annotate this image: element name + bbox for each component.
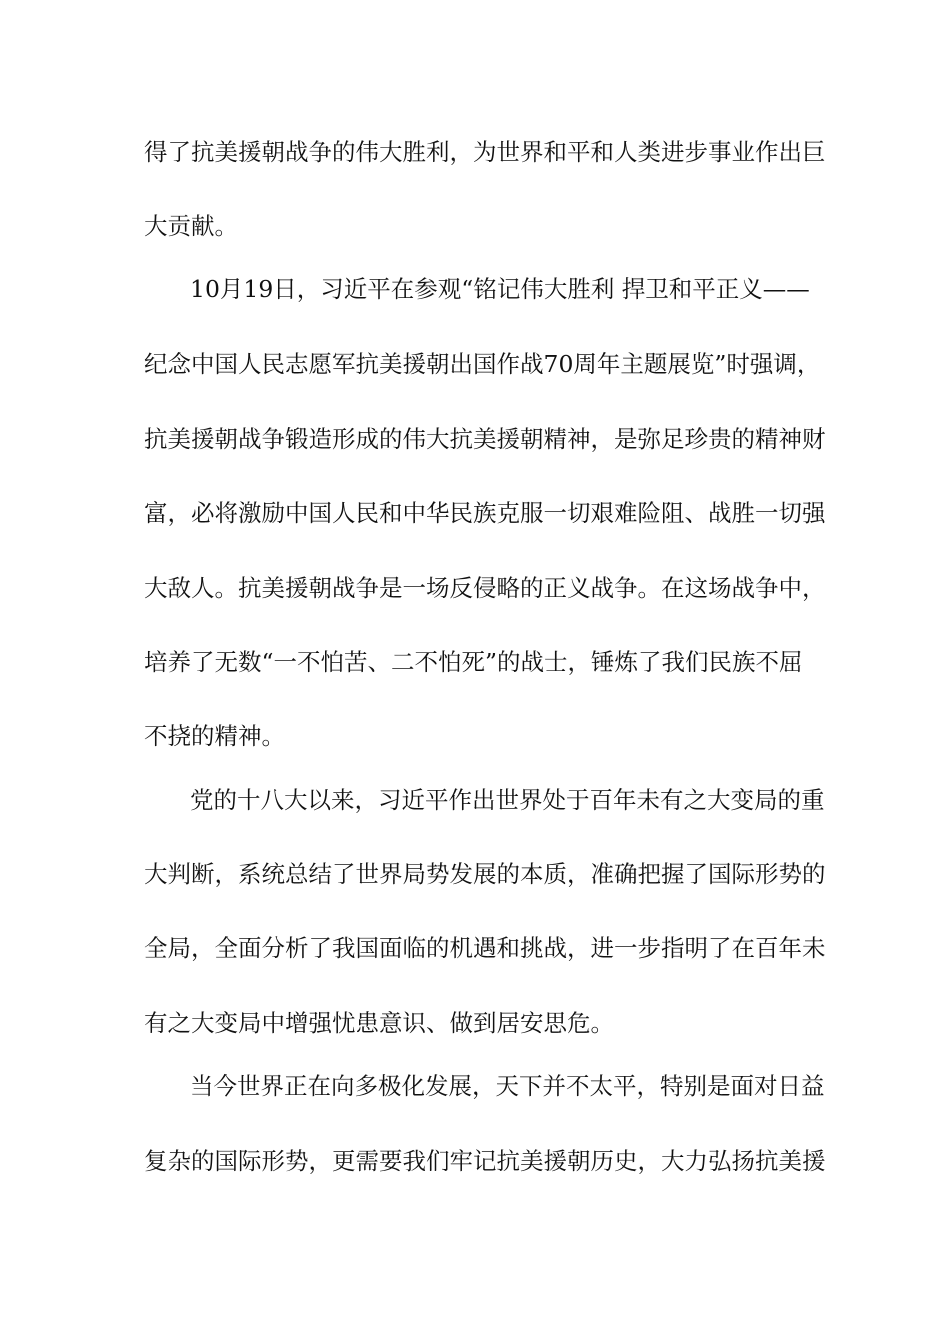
text-line: 当今世界正在向多极化发展，天下并不太平，特别是面对日益 [190,1072,825,1100]
text-line: 10月19日，习近平在参观“铭记伟大胜利 捍卫和平正义—— [190,275,810,303]
text-line: 全局，全面分析了我国面临的机遇和挑战，进一步指明了在百年未 [144,934,826,962]
text-line: 抗美援朝战争锻造形成的伟大抗美援朝精神，是弥足珍贵的精神财 [144,425,826,453]
text-line: 富，必将激励中国人民和中华民族克服一切艰难险阻、战胜一切强 [144,499,826,527]
text-line: 有之大变局中增强忧患意识、做到居安思危。 [144,1009,614,1037]
text-line: 不挠的精神。 [144,722,285,750]
text-line: 大贡献。 [144,212,238,240]
text-line: 大判断，系统总结了世界局势发展的本质，准确把握了国际形势的 [144,860,826,888]
text-line: 党的十八大以来，习近平作出世界处于百年未有之大变局的重 [190,786,825,814]
text-line: 复杂的国际形势，更需要我们牢记抗美援朝历史，大力弘扬抗美援 [144,1147,826,1175]
text-line: 纪念中国人民志愿军抗美援朝出国作战70周年主题展览”时强调， [144,350,821,378]
text-line: 得了抗美援朝战争的伟大胜利，为世界和平和人类进步事业作出巨 [144,138,826,166]
text-line: 大敌人。抗美援朝战争是一场反侵略的正义战争。在这场战争中， [144,574,826,602]
text-line: 培养了无数“一不怕苦、二不怕死”的战士，锤炼了我们民族不屈 [144,648,803,676]
